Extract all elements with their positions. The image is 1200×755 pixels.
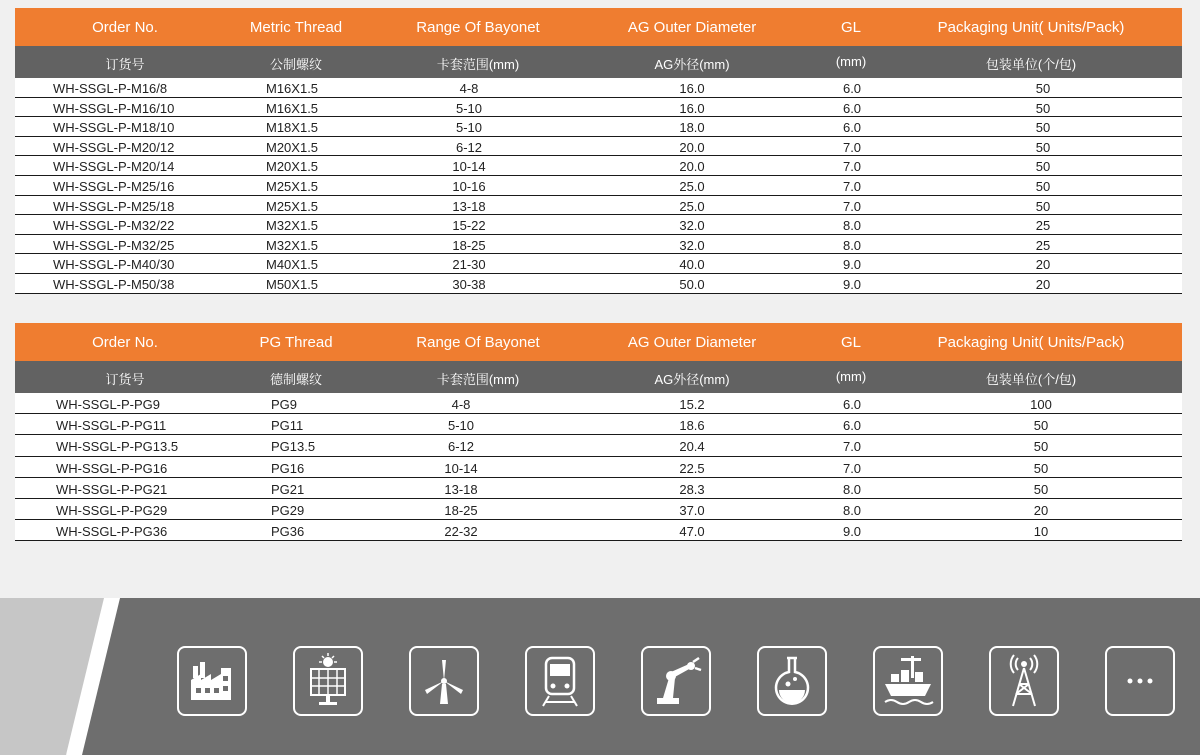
cell-bayonet-range: 4-8 [459, 81, 479, 96]
header-packaging-unit: Packaging Unit( Units/Pack) [937, 19, 1125, 36]
cell-order-no: WH-SSGL-P-PG29 [56, 502, 168, 518]
cell-order-no: WH-SSGL-P-M20/14 [53, 159, 175, 175]
cell-thread: M25X1.5 [266, 198, 319, 214]
cell-order-no: WH-SSGL-P-M25/16 [53, 178, 175, 194]
cell-packaging-unit: 20 [1033, 502, 1049, 518]
subheader-gl: (mm) [835, 54, 867, 69]
cell-order-no: WH-SSGL-P-PG13.5 [56, 439, 179, 455]
cell-order-no: WH-SSGL-P-M40/30 [53, 257, 175, 273]
cell-gl: 6.0 [842, 100, 862, 116]
cell-thread: M16X1.5 [266, 81, 319, 96]
table-row [15, 98, 1182, 118]
cell-thread: M16X1.5 [266, 100, 319, 116]
cell-bayonet-range: 10-14 [444, 460, 478, 476]
cell-ag-outer-diameter: 20.0 [679, 139, 705, 155]
table-row [15, 520, 1182, 541]
cell-packaging-unit: 25 [1035, 237, 1051, 253]
header-packaging-unit: Packaging Unit( Units/Pack) [937, 334, 1125, 351]
cell-ag-outer-diameter: 32.0 [679, 218, 705, 234]
cell-gl: 6.0 [842, 120, 862, 136]
cell-order-no: WH-SSGL-P-M16/10 [53, 100, 175, 116]
cell-bayonet-range: 10-16 [452, 178, 486, 194]
cell-packaging-unit: 25 [1035, 218, 1051, 234]
cell-ag-outer-diameter: 18.0 [679, 120, 705, 136]
cell-ag-outer-diameter: 40.0 [679, 257, 705, 273]
cell-order-no: WH-SSGL-P-M32/22 [53, 218, 175, 234]
cell-ag-outer-diameter: 47.0 [679, 524, 705, 540]
subheader-ag-outer-diameter: AG外径(mm) [654, 57, 730, 72]
table-row [15, 393, 1182, 414]
cell-order-no: WH-SSGL-P-PG9 [56, 397, 161, 412]
factory-icon [177, 646, 247, 716]
header-order-no: Order No. [92, 334, 158, 351]
cell-packaging-unit: 20 [1035, 276, 1051, 292]
cell-ag-outer-diameter: 16.0 [679, 100, 705, 116]
table-row [15, 78, 1182, 98]
table-row [15, 254, 1182, 274]
wind-turbine-icon [409, 646, 479, 716]
table-row [15, 176, 1182, 196]
cell-bayonet-range: 13-18 [444, 481, 478, 497]
cell-order-no: WH-SSGL-P-M16/8 [53, 81, 168, 96]
cell-packaging-unit: 20 [1035, 257, 1051, 273]
subheader-thread: 德制螺纹 [269, 372, 323, 387]
industry-banner [0, 598, 1200, 755]
cargo-ship-icon [873, 646, 943, 716]
cell-packaging-unit: 50 [1035, 159, 1051, 175]
table-row [15, 457, 1182, 478]
cell-bayonet-range: 13-18 [452, 198, 486, 214]
header-ag-outer-diameter: AG Outer Diameter [627, 334, 757, 351]
table-row [15, 274, 1182, 294]
cell-thread: PG16 [271, 460, 305, 476]
cell-order-no: WH-SSGL-P-PG36 [56, 524, 168, 540]
table-row [15, 156, 1182, 176]
subheader-thread: 公制螺纹 [269, 57, 323, 72]
cell-ag-outer-diameter: 25.0 [679, 178, 705, 194]
cell-gl: 9.0 [842, 257, 862, 273]
cell-ag-outer-diameter: 20.0 [679, 159, 705, 175]
cell-ag-outer-diameter: 32.0 [679, 237, 705, 253]
header-thread: PG Thread [259, 334, 333, 351]
train-icon [525, 646, 595, 716]
cell-gl: 6.0 [842, 418, 862, 434]
cell-gl: 7.0 [842, 198, 862, 214]
cell-thread: PG21 [271, 481, 305, 497]
cell-thread: M50X1.5 [266, 276, 319, 292]
cell-bayonet-range: 15-22 [452, 218, 486, 234]
cell-gl: 7.0 [842, 139, 862, 155]
cell-bayonet-range: 5-10 [447, 418, 475, 434]
cell-bayonet-range: 6-12 [455, 139, 483, 155]
cell-gl: 8.0 [842, 502, 862, 518]
table-row [15, 196, 1182, 216]
cell-packaging-unit: 50 [1035, 120, 1051, 136]
subheader-ag-outer-diameter: AG外径(mm) [654, 372, 730, 387]
header-row-en [15, 8, 1182, 46]
subheader-bayonet-range: 卡套范围(mm) [436, 372, 520, 387]
subheader-bayonet-range: 卡套范围(mm) [436, 57, 520, 72]
subheader-order-no: 订货号 [105, 372, 145, 387]
subheader-packaging-unit: 包装单位(个/包) [985, 372, 1077, 387]
cell-bayonet-range: 5-10 [455, 100, 483, 116]
header-ag-outer-diameter: AG Outer Diameter [627, 19, 757, 36]
subheader-gl: (mm) [835, 369, 867, 384]
cell-gl: 8.0 [842, 481, 862, 497]
cell-order-no: WH-SSGL-P-M50/38 [53, 276, 175, 292]
cell-gl: 6.0 [842, 397, 862, 412]
cell-ag-outer-diameter: 37.0 [679, 502, 705, 518]
cell-gl: 8.0 [842, 237, 862, 253]
cell-packaging-unit: 50 [1033, 439, 1049, 455]
header-row-cn [15, 361, 1182, 393]
table-row [15, 117, 1182, 137]
cell-ag-outer-diameter: 22.5 [679, 460, 705, 476]
cell-bayonet-range: 10-14 [452, 159, 486, 175]
cell-thread: M25X1.5 [266, 178, 319, 194]
cell-gl: 7.0 [842, 460, 862, 476]
cell-order-no: WH-SSGL-P-M32/25 [53, 237, 175, 253]
header-gl: GL [840, 334, 862, 351]
cell-bayonet-range: 21-30 [452, 257, 486, 273]
cell-packaging-unit: 50 [1035, 198, 1051, 214]
table-row [15, 137, 1182, 157]
cell-order-no: WH-SSGL-P-M20/12 [53, 139, 175, 155]
cell-gl: 6.0 [842, 81, 862, 96]
header-bayonet-range: Range Of Bayonet [416, 19, 540, 36]
cell-ag-outer-diameter: 28.3 [679, 481, 705, 497]
table-row [15, 435, 1182, 456]
cell-ag-outer-diameter: 18.6 [679, 418, 705, 434]
cell-thread: M20X1.5 [266, 139, 319, 155]
table-row [15, 235, 1182, 255]
cell-order-no: WH-SSGL-P-PG16 [56, 460, 168, 476]
cell-packaging-unit: 50 [1035, 81, 1051, 96]
table-row [15, 478, 1182, 499]
cell-bayonet-range: 4-8 [451, 397, 471, 412]
cell-packaging-unit: 50 [1033, 418, 1049, 434]
solar-panel-icon [293, 646, 363, 716]
cell-packaging-unit: 10 [1033, 524, 1049, 540]
pg-thread-table [15, 323, 1182, 541]
header-gl: GL [840, 19, 862, 36]
cell-bayonet-range: 18-25 [452, 237, 486, 253]
table-row [15, 499, 1182, 520]
cell-gl: 7.0 [842, 439, 862, 455]
cell-gl: 9.0 [842, 524, 862, 540]
cell-order-no: WH-SSGL-P-M25/18 [53, 198, 175, 214]
cell-packaging-unit: 50 [1033, 481, 1049, 497]
cell-thread: PG29 [271, 502, 305, 518]
cell-ag-outer-diameter: 16.0 [679, 81, 705, 96]
cell-gl: 8.0 [842, 218, 862, 234]
more-icon [1105, 646, 1175, 716]
cell-gl: 9.0 [842, 276, 862, 292]
cell-gl: 7.0 [842, 159, 862, 175]
cell-gl: 7.0 [842, 178, 862, 194]
header-order-no: Order No. [92, 19, 158, 36]
chemistry-flask-icon [757, 646, 827, 716]
header-row-en [15, 323, 1182, 361]
cell-thread: PG36 [271, 524, 305, 540]
cell-order-no: WH-SSGL-P-M18/10 [53, 120, 175, 136]
cell-bayonet-range: 6-12 [447, 439, 475, 455]
cell-ag-outer-diameter: 25.0 [679, 198, 705, 214]
header-thread: Metric Thread [249, 19, 343, 36]
robot-arm-icon [641, 646, 711, 716]
cell-packaging-unit: 100 [1030, 397, 1052, 412]
cell-thread: PG13.5 [271, 439, 316, 455]
cell-thread: PG11 [271, 418, 304, 434]
metric-thread-table [15, 8, 1182, 294]
table-row [15, 414, 1182, 435]
cell-thread: M20X1.5 [266, 159, 319, 175]
header-row-cn [15, 46, 1182, 78]
cell-thread: M40X1.5 [266, 257, 319, 273]
cell-bayonet-range: 18-25 [444, 502, 478, 518]
cell-thread: M18X1.5 [266, 120, 319, 136]
cell-order-no: WH-SSGL-P-PG11 [56, 418, 167, 434]
table-row [15, 215, 1182, 235]
cell-packaging-unit: 50 [1033, 460, 1049, 476]
cell-ag-outer-diameter: 20.4 [679, 439, 705, 455]
subheader-packaging-unit: 包装单位(个/包) [985, 57, 1077, 72]
cell-ag-outer-diameter: 15.2 [679, 397, 705, 412]
cell-thread: PG9 [271, 397, 298, 412]
cell-order-no: WH-SSGL-P-PG21 [56, 481, 168, 497]
cell-packaging-unit: 50 [1035, 178, 1051, 194]
subheader-order-no: 订货号 [105, 57, 145, 72]
cell-packaging-unit: 50 [1035, 139, 1051, 155]
cell-bayonet-range: 5-10 [455, 120, 483, 136]
header-bayonet-range: Range Of Bayonet [416, 334, 540, 351]
cell-bayonet-range: 22-32 [444, 524, 478, 540]
cell-bayonet-range: 30-38 [452, 276, 486, 292]
cell-ag-outer-diameter: 50.0 [679, 276, 705, 292]
cell-packaging-unit: 50 [1035, 100, 1051, 116]
cell-thread: M32X1.5 [266, 218, 319, 234]
cell-thread: M32X1.5 [266, 237, 319, 253]
signal-tower-icon [989, 646, 1059, 716]
